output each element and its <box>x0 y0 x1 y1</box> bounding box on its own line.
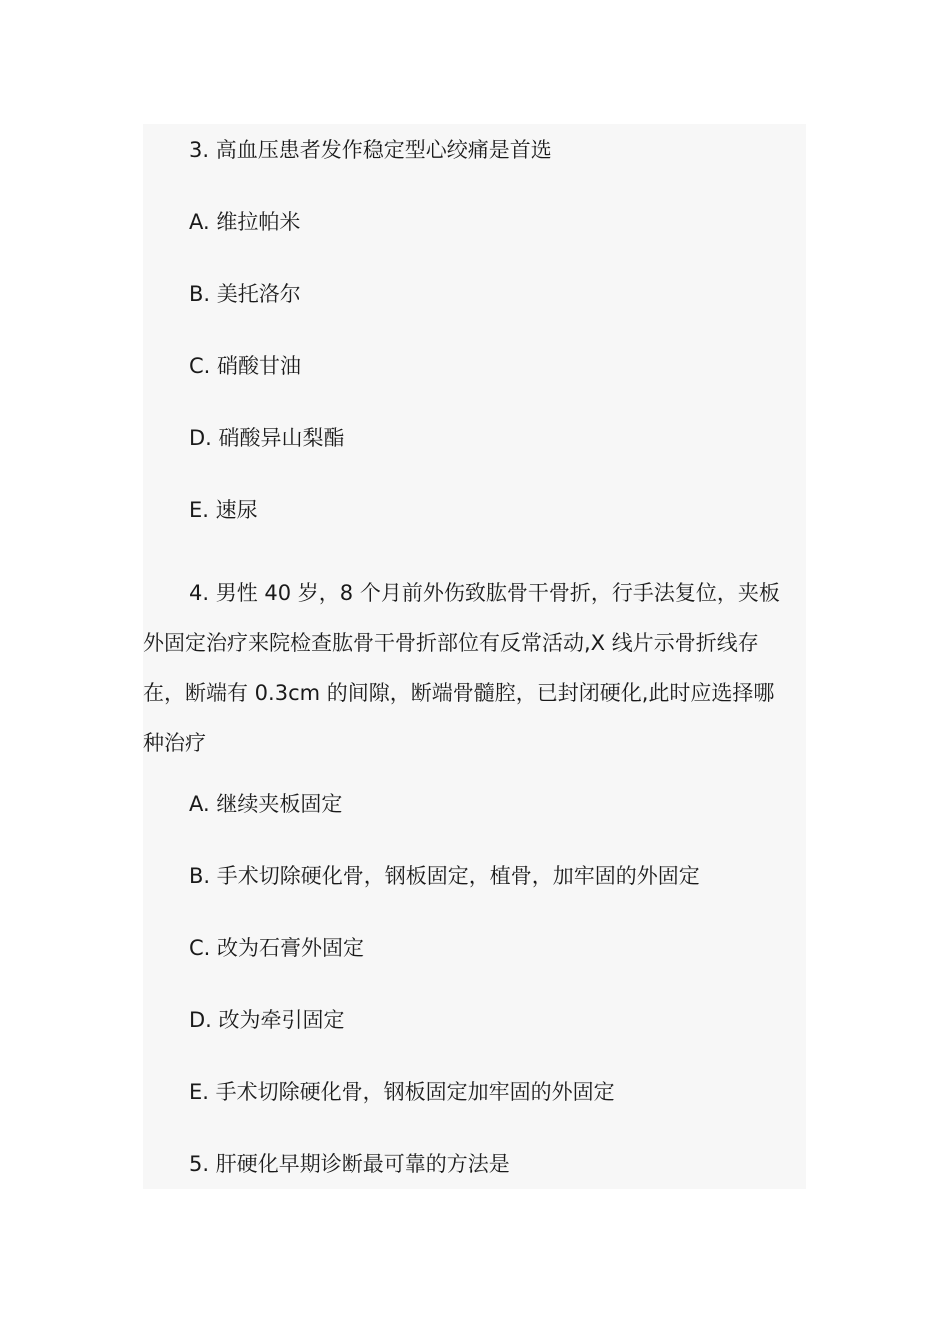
question-4-stem-line: 在，断端有 0.3cm 的间隙，断端骨髓腔，已封闭硬化,此时应选择哪 <box>143 681 775 705</box>
question-3-option-a: A. 维拉帕米 <box>189 210 301 234</box>
question-3-stem: 3. 高血压患者发作稳定型心绞痛是首选 <box>189 138 552 162</box>
question-4-option-b: B. 手术切除硬化骨，钢板固定，植骨，加牢固的外固定 <box>189 864 700 888</box>
document-page-content <box>143 124 806 1189</box>
question-5-stem: 5. 肝硬化早期诊断最可靠的方法是 <box>189 1152 510 1176</box>
question-4-stem-line: 4. 男性 40 岁，8 个月前外伤致肱骨干骨折，行手法复位，夹板 <box>189 581 780 605</box>
question-3-option-b: B. 美托洛尔 <box>189 282 301 306</box>
question-4-stem-line: 种治疗 <box>143 731 206 755</box>
question-4-option-e: E. 手术切除硬化骨，钢板固定加牢固的外固定 <box>189 1080 615 1104</box>
question-4-option-c: C. 改为石膏外固定 <box>189 936 365 960</box>
question-3-option-c: C. 硝酸甘油 <box>189 354 302 378</box>
question-4-stem <box>143 568 806 768</box>
question-4-stem-line: 外固定治疗来院检查肱骨干骨折部位有反常活动,X 线片示骨折线存 <box>143 631 759 655</box>
question-4-option-d: D. 改为牵引固定 <box>189 1008 345 1032</box>
question-3-option-d: D. 硝酸异山梨酯 <box>189 426 345 450</box>
question-3-option-e: E. 速尿 <box>189 498 258 522</box>
question-4-option-a: A. 继续夹板固定 <box>189 792 343 816</box>
